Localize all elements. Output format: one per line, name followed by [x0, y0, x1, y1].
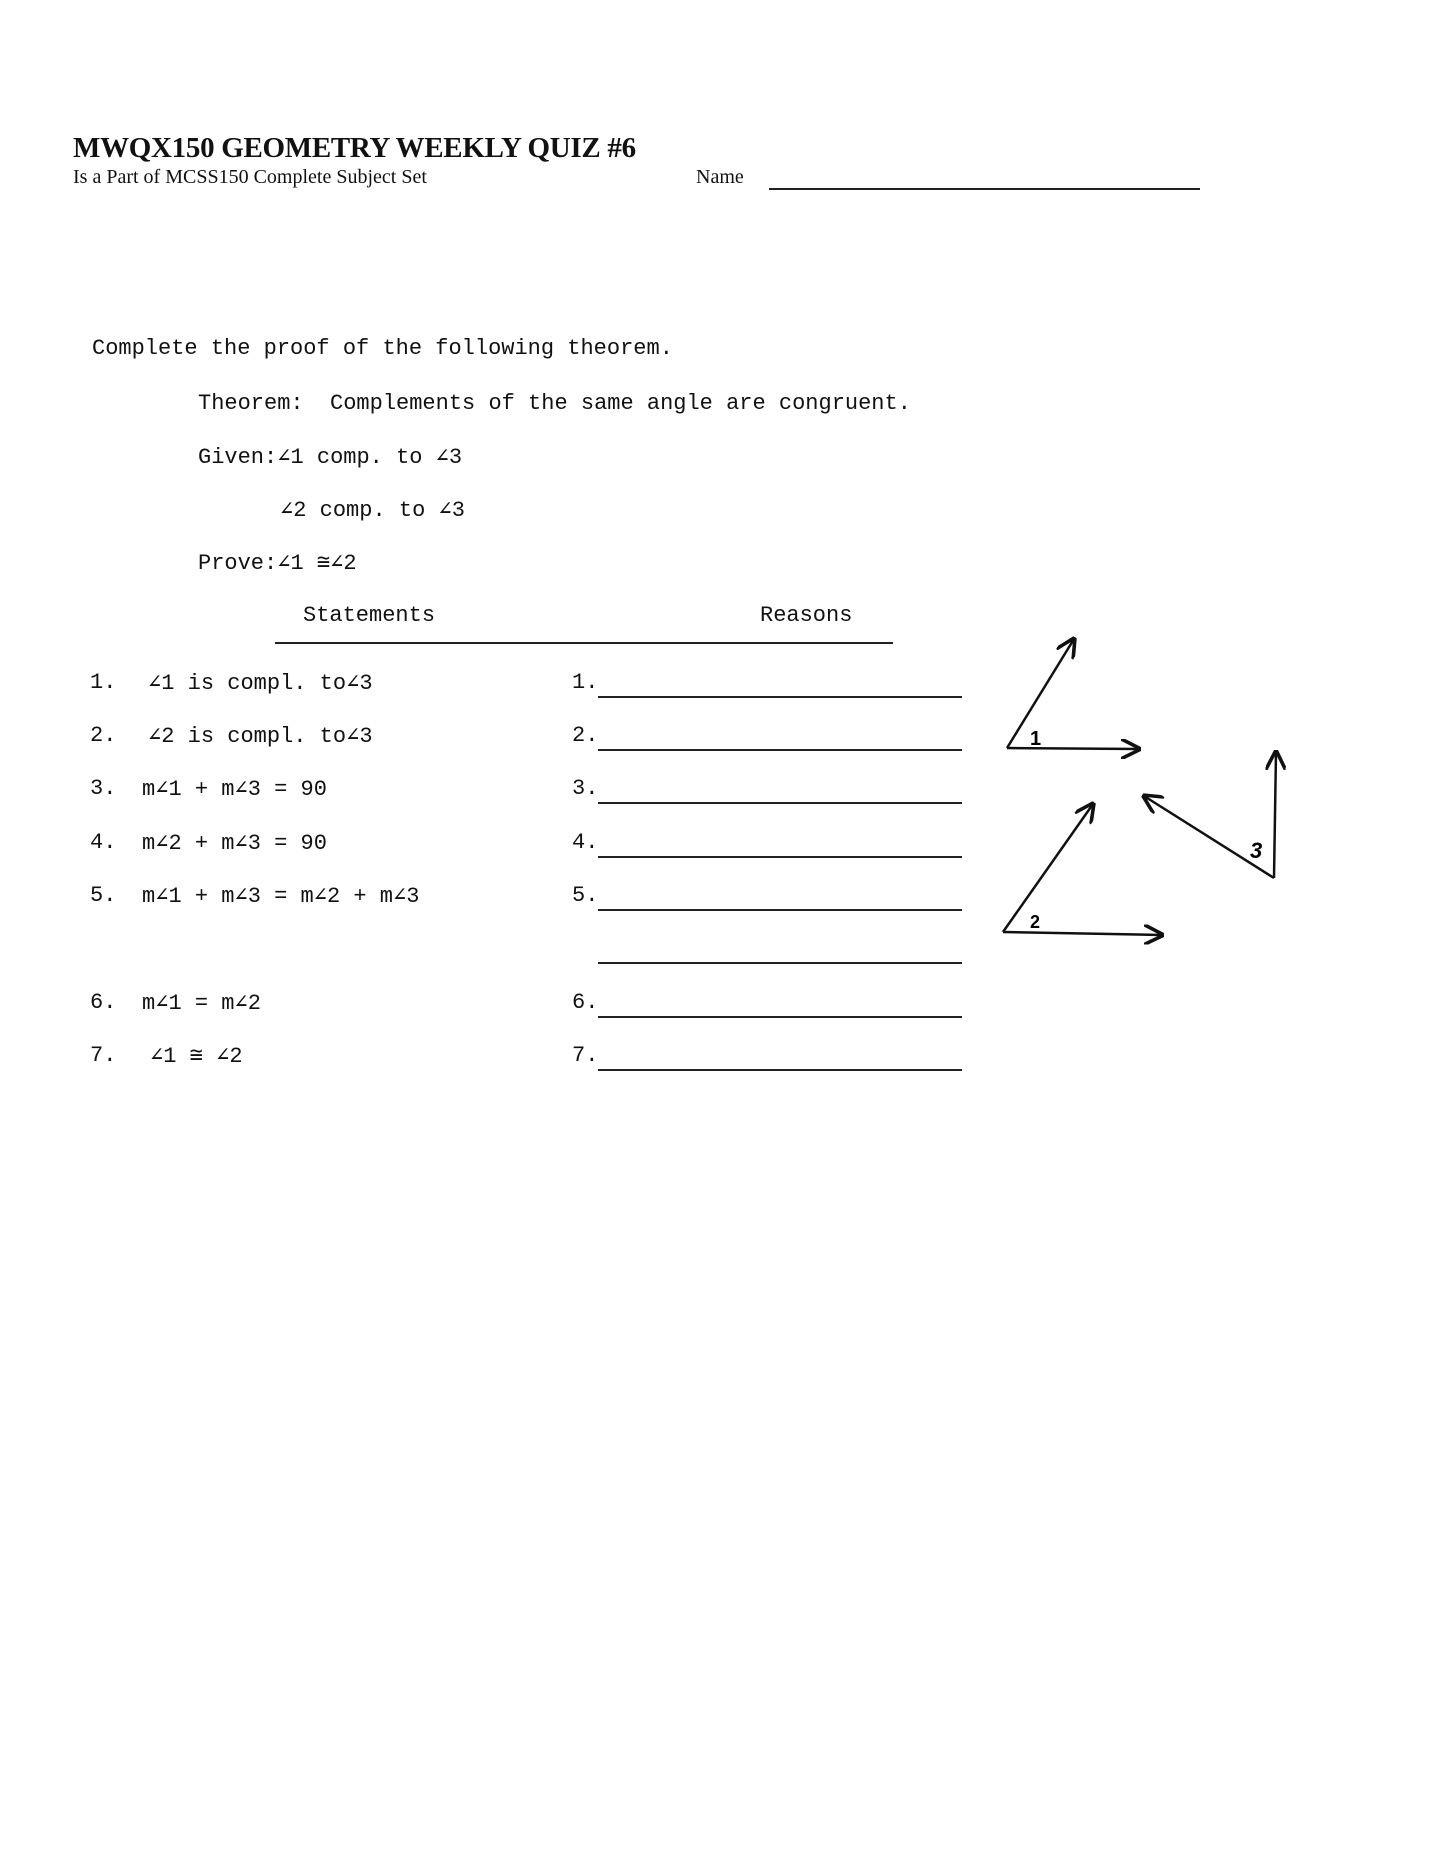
- row-number: 7.: [90, 1043, 117, 1068]
- given-line-2: ∠2 comp. to ∠3: [280, 498, 465, 523]
- reason-number: 6.: [572, 990, 599, 1015]
- quiz-subtitle: Is a Part of MCSS150 Complete Subject Set: [73, 166, 427, 188]
- row-number: 2.: [90, 723, 117, 748]
- given-line-1: Given:∠1 comp. to ∠3: [198, 445, 463, 470]
- theorem: Theorem: Complements of the same angle are congruent.: [198, 391, 911, 416]
- statement: ∠1 ≅ ∠2: [150, 1044, 243, 1069]
- reason-number: 5.: [572, 883, 599, 908]
- statement: m∠2 + m∠3 = 90: [142, 831, 327, 856]
- reasons-header: Reasons: [760, 603, 853, 628]
- statement: m∠1 + m∠3 = m∠2 + m∠3: [142, 884, 420, 909]
- angle-3-label: 3: [1250, 838, 1263, 863]
- reason-number: 4.: [572, 830, 599, 855]
- name-label: Name: [696, 166, 744, 188]
- statements-header: Statements: [303, 603, 436, 628]
- statement: m∠1 = m∠2: [142, 991, 261, 1016]
- reason-number: 7.: [572, 1043, 599, 1068]
- statement: ∠1 is compl. to∠3: [148, 671, 373, 696]
- angle-2-diagram: [1003, 804, 1162, 935]
- row-number: 1.: [90, 670, 117, 695]
- angle-2-label: 2: [1030, 912, 1041, 932]
- statement: ∠2 is compl. to∠3: [148, 724, 373, 749]
- row-number: 5.: [90, 883, 117, 908]
- reason-number: 3.: [572, 776, 599, 801]
- row-number: 6.: [90, 990, 117, 1015]
- quiz-title: MWQX150 GEOMETRY WEEKLY QUIZ #6: [73, 132, 636, 164]
- row-number: 4.: [90, 830, 117, 855]
- prove-statement: Prove:∠1 ≅∠2: [198, 551, 357, 576]
- reason-number: 2.: [572, 723, 599, 748]
- angle-1-label: 1: [1030, 728, 1042, 750]
- instructions: Complete the proof of the following theorem.: [92, 336, 673, 361]
- reason-number: 1.: [572, 670, 599, 695]
- statement: m∠1 + m∠3 = 90: [142, 777, 327, 802]
- angle-1-diagram: [1007, 639, 1139, 749]
- row-number: 3.: [90, 776, 117, 801]
